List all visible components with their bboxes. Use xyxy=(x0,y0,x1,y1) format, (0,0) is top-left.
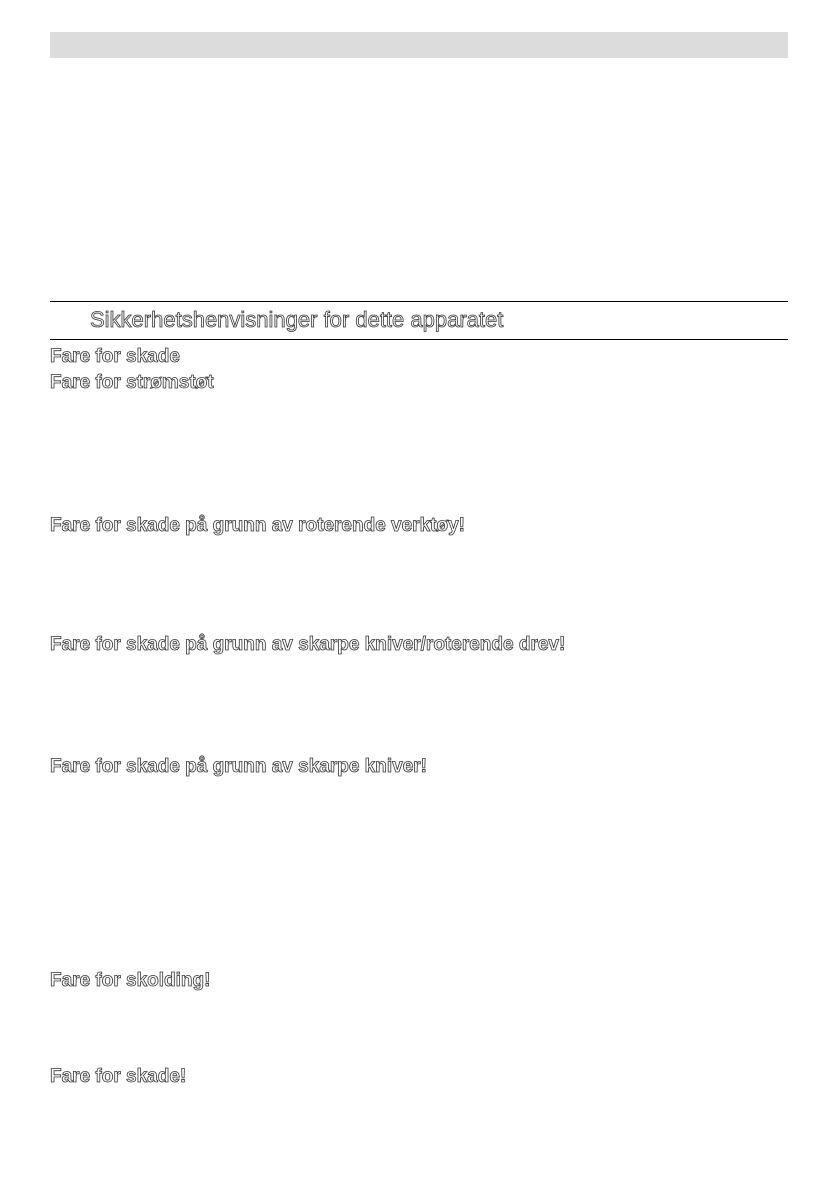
section-title: Sikkerhetshenvisninger for dette apparatet xyxy=(90,307,504,332)
hazard-heading: Fare for skade xyxy=(50,346,180,367)
header-bar xyxy=(50,32,788,58)
section-top-rule xyxy=(50,301,788,302)
hazard-heading: Fare for skade på grunn av skarpe kniver! xyxy=(50,756,427,777)
hazard-heading: Fare for skolding! xyxy=(50,970,211,991)
hazard-heading: Fare for skade på grunn av roterende verktøy! xyxy=(50,515,465,536)
hazard-heading: Fare for strømstøt xyxy=(50,372,214,393)
section-bottom-rule xyxy=(50,339,788,340)
hazard-heading: Fare for skade på grunn av skarpe kniver/roterende drev! xyxy=(50,634,566,655)
hazard-heading: Fare for skade! xyxy=(50,1066,187,1087)
